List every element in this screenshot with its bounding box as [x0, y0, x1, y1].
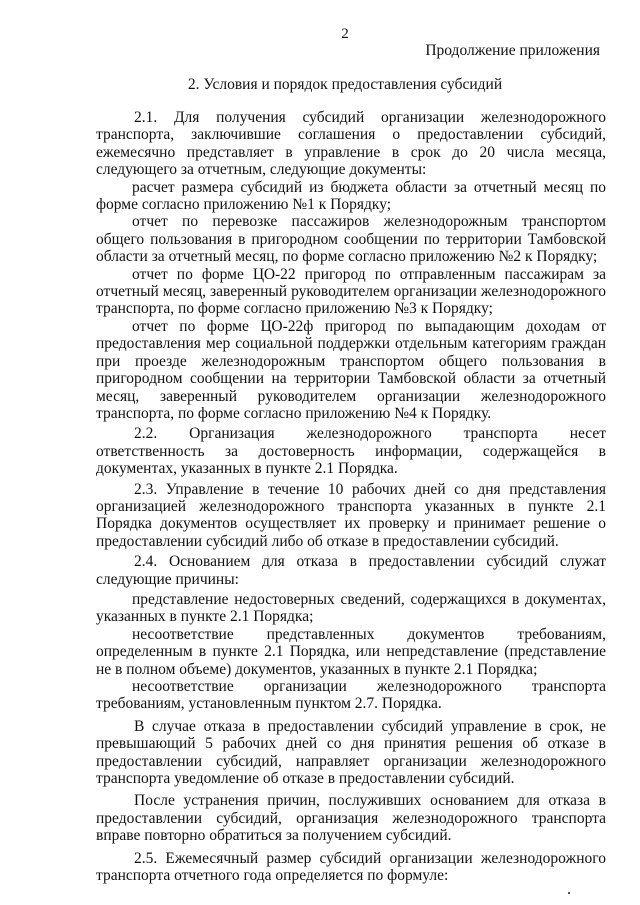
list-item-passenger-report: отчет по перевозке пассажиров железнодорожным транспортом общего пользования в пригородном сообщении по территории Тамбовской области за отчетный месяц, по форме согласно приложению №2 к Порядку;: [96, 213, 606, 266]
document-body: [96, 109, 606, 884]
list-item-subsidy-calculation: расчет размера субсидий из бюджета области за отчетный месяц по форме согласно приложению №1 к Порядку;: [96, 178, 606, 214]
paragraph-2-3: 2.3. Управление в течение 10 рабочих дней со дня представления организацией железнодорожного транспорта указанных в пункте 2.1 Порядка документов осуществляет их проверку и принимает решение о предоставлении субсидий либо об отказе в предоставлении субсидий.: [96, 480, 606, 550]
paragraph-2-1: 2.1. Для получения субсидий организации железнодорожного транспорта, заключившие соглашения о предоставлении субсидий, ежемесячно представляет в управление в срок до 20 числа месяца, следующего за отчетным, следующие документы:: [96, 109, 606, 179]
list-item-false-information: представление недостоверных сведений, содержащихся в документах, указанных в пункте 2.1 Порядка;: [96, 590, 606, 626]
page-number: 2: [341, 26, 349, 42]
paragraph-2-5: 2.5. Ежемесячный размер субсидий организации железнодорожного транспорта отчетного года определяется по формуле:: [96, 849, 606, 885]
list-item-document-mismatch: несоответствие представленных документов требованиям, определенным в пункте 2.1 Порядка, или непредставление (представление не в полном объеме) документов, указанных в пункте 2.1 Порядка;: [96, 625, 606, 678]
appendix-continuation-label: Продолжение приложения: [425, 42, 600, 59]
paragraph-refusal-notice: В случае отказа в предоставлении субсидий управление в срок, не превышающий 5 рабочих дней со дня принятия решения об отказе в предоставлении субсидий, направляет организации железнодорожного транспорта уведомление об отказе в предоставлении субсидий.: [96, 717, 606, 788]
section-title: 2. Условия и порядок предоставления субсидий: [187, 76, 503, 93]
paragraph-2-4: 2.4. Основанием для отказа в предоставлении субсидий служат следующие причины:: [96, 553, 606, 588]
scan-dot: [568, 892, 570, 894]
list-item-organization-mismatch: несоответствие организации железнодорожного транспорта требованиям, установленным пунктом 2.7. Порядка.: [96, 678, 606, 713]
list-item-co22f-report: отчет по форме ЦО-22ф пригород по выпадающим доходам от предоставления мер социальной поддержки отдельным категориям граждан при проезде железнодорожным транспортом общего пользования в пригородном сообщении на территории Тамбовской области за отчетный месяц, заверенный руководителем организации железнодорожного транспорта, по форме согласно приложению №4 к Порядку.: [96, 317, 606, 422]
list-item-co22-report: отчет по форме ЦО-22 пригород по отправленным пассажирам за отчетный месяц, заверенный руководителем организации железнодорожного транспорта, по форме согласно приложению №3 к Порядку;: [96, 265, 606, 318]
paragraph-2-2: 2.2. Организация железнодорожного транспорта несет ответственность за достоверность информации, содержащейся в документах, указанных в пункте 2.1 Порядка.: [96, 425, 606, 478]
paragraph-reapplication: После устранения причин, послуживших основанием для отказа в предоставлении субсидий, организация железнодорожного транспорта вправе повторно обратиться за получением субсидий.: [96, 792, 606, 845]
